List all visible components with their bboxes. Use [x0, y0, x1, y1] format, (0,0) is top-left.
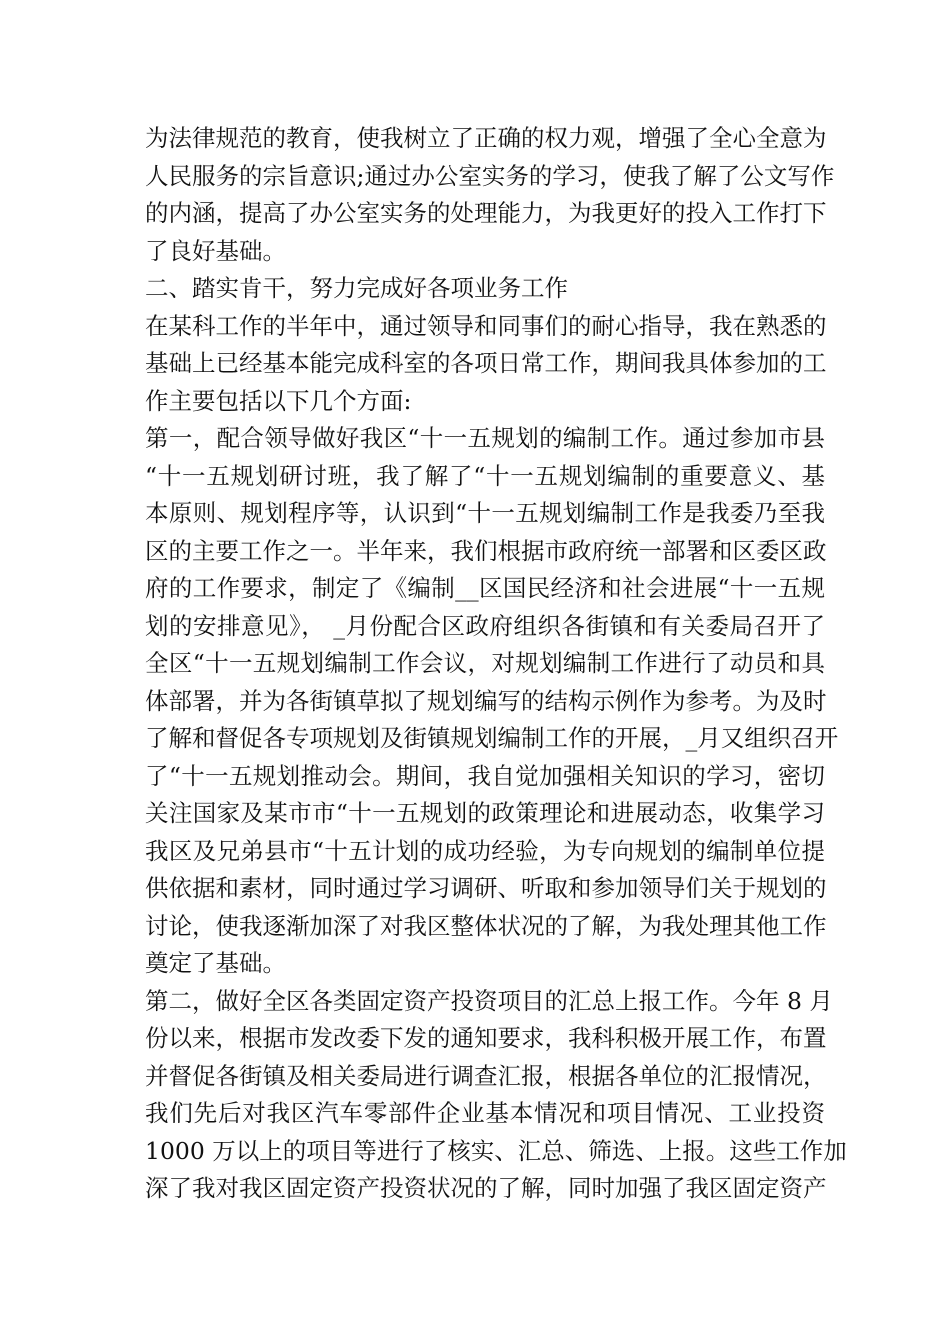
document-body: [145, 120, 847, 1208]
text-line: 区的主要工作之一。半年来，我们根据市政府统一部署和区委区政: [145, 536, 827, 565]
text-line: 我们先后对我区汽车零部件企业基本情况和项目情况、工业投资: [145, 1099, 825, 1127]
text-line: 第一，配合领导做好我区“十一五规划的编制工作。通过参加市县: [145, 424, 825, 452]
text-line: 深了我对我区固定资产投资状况的了解，同时加强了我区固定资产: [145, 1174, 827, 1202]
text-line: 第二，做好全区各类固定资产投资项目的汇总上报工作。今年 8 月: [145, 986, 833, 1015]
section-heading: 二、踏实肯干，努力完成好各项业务工作: [145, 274, 568, 302]
text-line: 为法律规范的教育，使我树立了正确的权力观，增强了全心全意为: [145, 124, 827, 152]
text-line: 在某科工作的半年中，通过领导和同事们的耐心指导，我在熟悉的: [145, 311, 827, 340]
text-line: 全区“十一五规划编制工作会议，对规划编制工作进行了动员和具: [145, 649, 825, 677]
text-line: 的内涵，提高了办公室实务的处理能力，为我更好的投入工作打下: [145, 199, 827, 227]
text-line: 人民服务的宗旨意识;通过办公室实务的学习，使我了解了公文写作: [145, 161, 835, 190]
text-line: “十一五规划研讨班，我了解了“十一五规划编制的重要意义、基: [145, 461, 825, 490]
text-line: 了“十一五规划推动会。期间，我自觉加强相关知识的学习，密切: [145, 761, 825, 790]
text-line: 并督促各街镇及相关委局进行调查汇报，根据各单位的汇报情况，: [145, 1061, 827, 1090]
text-line: 体部署，并为各街镇草拟了规划编写的结构示例作为参考。为及时: [145, 686, 827, 715]
text-line: 关注国家及某市市“十一五规划的政策理论和进展动态，收集学习: [145, 799, 825, 827]
text-line: 1000 万以上的项目等进行了核实、汇总、筛选、上报。这些工作加: [145, 1136, 847, 1165]
text-line: 了良好基础。: [145, 236, 286, 265]
text-line: 我区及兄弟县市“十五计划的成功经验，为专向规划的编制单位提: [145, 836, 825, 865]
text-line: 讨论，使我逐渐加深了对我区整体状况的了解，为我处理其他工作: [145, 911, 827, 940]
text-line: 基础上已经基本能完成科室的各项日常工作，期间我具体参加的工: [145, 349, 827, 377]
text-line: 府的工作要求，制定了《编制__区国民经济和社会进展“十一五规: [145, 574, 825, 602]
text-line: 作主要包括以下几个方面:: [145, 386, 412, 415]
text-line: 本原则、规划程序等，认识到“十一五规划编制工作是我委乃至我: [145, 499, 825, 527]
text-line: 划的安排意见》， _月份配合区政府组织各街镇和有关委局召开了: [145, 611, 825, 640]
text-line: 奠定了基础。: [145, 949, 286, 977]
text-line: 了解和督促各专项规划及街镇规划编制工作的开展，_月又组织召开: [145, 724, 839, 752]
text-line: 供依据和素材，同时通过学习调研、听取和参加领导们关于规划的: [145, 874, 827, 902]
text-line: 份以来，根据市发改委下发的通知要求，我科积极开展工作，布置: [145, 1024, 827, 1052]
